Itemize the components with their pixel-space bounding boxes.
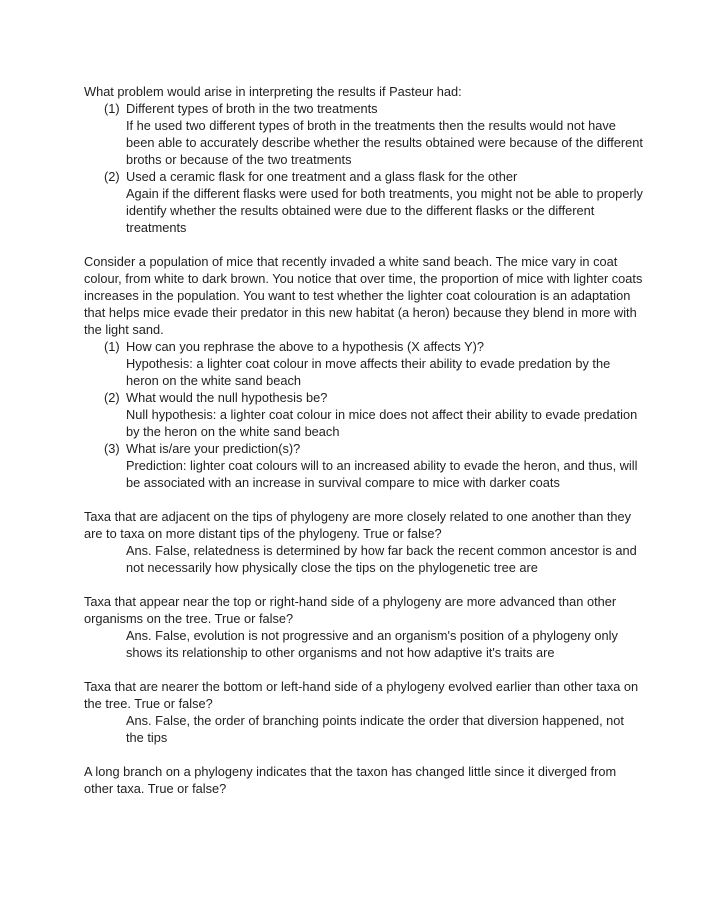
item-answer: Again if the different flasks were used for both treatments, you might not be able to properly identify whether the results obtained were due to the different flasks or the different treatments bbox=[126, 186, 643, 235]
item-question: Different types of broth in the two treatments bbox=[126, 101, 378, 116]
question-prompt: What problem would arise in interpreting the results if Pasteur had: bbox=[84, 84, 462, 99]
paragraph-spacer bbox=[84, 491, 644, 508]
question-list bbox=[84, 338, 644, 491]
paragraph-spacer bbox=[84, 746, 644, 763]
item-question: What is/are your prediction(s)? bbox=[126, 441, 301, 456]
list-item bbox=[84, 440, 644, 491]
item-answer: Null hypothesis: a lighter coat colour in mice does not affect their ability to evade predation by the heron on the white sand beach bbox=[126, 407, 638, 439]
answer-text: Ans. False, evolution is not progressive and an organism's position of a phylogeny only shows its relationship to other organisms and not how adaptive it's traits are bbox=[126, 628, 618, 660]
question-prompt: Taxa that appear near the top or right-hand side of a phylogeny are more advanced than other organisms on the tree. True or false? bbox=[84, 594, 617, 626]
list-item bbox=[84, 338, 644, 389]
question-mice bbox=[84, 253, 644, 491]
list-item bbox=[84, 100, 644, 168]
question-long-branch bbox=[84, 763, 644, 797]
item-number: (1) bbox=[104, 101, 120, 116]
question-top-right bbox=[84, 593, 644, 661]
question-prompt: A long branch on a phylogeny indicates that the taxon has changed little since it diverged from other taxa. True or false? bbox=[84, 764, 617, 796]
list-item bbox=[84, 389, 644, 440]
question-adjacent-tips bbox=[84, 508, 644, 576]
question-list bbox=[84, 100, 644, 236]
question-prompt: Consider a population of mice that recently invaded a white sand beach. The mice vary in coat colour, from white to dark brown. You notice that over time, the proportion of mice with lighter coats increases in the population. You want to test whether the lighter coat colouration is an adaptation that helps mice evade their predator in this new habitat (a heron) because they blend in more with the light sand. bbox=[84, 254, 643, 337]
item-question: What would the null hypothesis be? bbox=[126, 390, 328, 405]
answer-text: Ans. False, the order of branching points indicate the order that diversion happened, not the tips bbox=[126, 713, 624, 745]
list-item bbox=[84, 168, 644, 236]
paragraph-spacer bbox=[84, 576, 644, 593]
item-answer: Hypothesis: a lighter coat colour in move affects their ability to evade predation by the heron on the white sand beach bbox=[126, 356, 611, 388]
question-pasteur bbox=[84, 83, 644, 236]
item-number: (3) bbox=[104, 441, 120, 456]
document-page bbox=[84, 83, 644, 797]
item-number: (2) bbox=[104, 169, 120, 184]
item-answer: If he used two different types of broth in the treatments then the results would not have been able to accurately describe whether the results obtained were because of the different broths or because of the two treatments bbox=[126, 118, 643, 167]
item-question: Used a ceramic flask for one treatment and a glass flask for the other bbox=[126, 169, 518, 184]
question-prompt: Taxa that are adjacent on the tips of phylogeny are more closely related to one another than they are to taxa on more distant tips of the phylogeny. True or false? bbox=[84, 509, 632, 541]
paragraph-spacer bbox=[84, 661, 644, 678]
item-number: (1) bbox=[104, 339, 120, 354]
question-prompt: Taxa that are nearer the bottom or left-hand side of a phylogeny evolved earlier than other taxa on the tree. True or false? bbox=[84, 679, 639, 711]
item-answer: Prediction: lighter coat colours will to an increased ability to evade the heron, and thus, will be associated with an increase in survival compare to mice with darker coats bbox=[126, 458, 638, 490]
item-number: (2) bbox=[104, 390, 120, 405]
paragraph-spacer bbox=[84, 236, 644, 253]
item-question: How can you rephrase the above to a hypothesis (X affects Y)? bbox=[126, 339, 485, 354]
question-bottom-left bbox=[84, 678, 644, 746]
answer-text: Ans. False, relatedness is determined by how far back the recent common ancestor is and not necessarily how physically close the tips on the phylogenetic tree are bbox=[126, 543, 637, 575]
